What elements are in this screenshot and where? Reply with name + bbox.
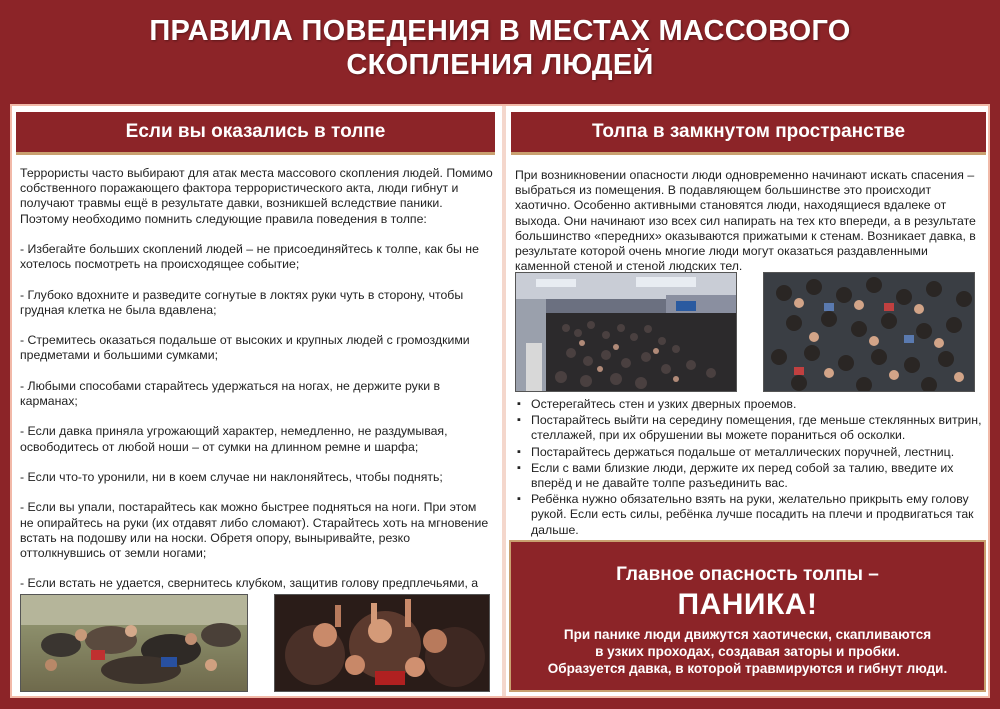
- list-item: ▪ Постарайтесь выйти на середину помещения, где меньше стеклянных витрин, стеллажей, при их обрушении вы можете пораниться об осколки.: [515, 413, 983, 443]
- dense-crowd-photo-image: [764, 273, 974, 391]
- crowd-hands-photo: [274, 594, 490, 692]
- enclosed-space-text: При возникновении опасности люди одновременно начинают искать спасения – выбраться из помещения. В подавляющем большинстве это происходит хаотично. Особенно активными становятся люди, находящиеся вдалеке от выхода. Они начинают изо всех сил напирать на тех кто впереди, а в результате большинство «передних» оказываются прижатыми к стенам. Возникает давка, в результате которой очень многие люди могут оказаться раздавленными каменной стеной и стеной людских тел.: [515, 168, 976, 274]
- poster-title-line2: СКОПЛЕНИЯ ЛЮДЕЙ: [346, 49, 654, 81]
- list-item: ▪ Ребёнка нужно обязательно взять на руки, желательно прикрыть ему голову рукой. Если есть силы, ребёнка лучше посадить на плечи и продвигаться так дальше.: [515, 492, 983, 538]
- stampede-photo-image: [21, 595, 247, 691]
- station-crowd-photo: [515, 272, 737, 392]
- column-divider: [502, 106, 506, 696]
- panic-callout: [509, 540, 986, 692]
- list-item: ▪ Остерегайтесь стен и узких дверных проемов.: [515, 397, 983, 412]
- stampede-photo: [20, 594, 248, 692]
- station-crowd-photo-image: [516, 273, 736, 391]
- panic-word: ПАНИКА!: [677, 588, 818, 621]
- panic-title: Главное опасность толпы –: [616, 564, 879, 585]
- enclosed-space-rules: [515, 397, 983, 539]
- enclosed-space-column: [507, 106, 990, 696]
- crowd-rules-text: Террористы часто выбирают для атак места массового скопления людей. Помимо собственного поражающего фактора террористического акта, люди гибнут и получают травмы ещё в результате давки, возникшей вследствие паники. Поэтому необходимо помнить следующие правила поведения в толпе: - Избегайте больших скоплений людей – не присоединяйтесь к толпе, как бы не хотелось посмотреть на происходящее событие; - Глубоко вдохните и разведите согнутые в локтях руки чуть в сторону, чтобы грудная клетка не была вдавлена; - Стремитесь оказаться подальше от высоких и крупных людей с громоздкими предметами и большими сумками; - Любыми способами старайтесь удержаться на ногах, не держите руки в карманах; - Если давка приняла угрожающий характер, немедленно, не раздумывая, освободитесь от любой ноши – от сумки на длинном ремне и шарфа; - Если что-то уронили, ни в коем случае ни наклоняйтесь, чтобы поднять; - Если вы упали, постарайтесь как можно быстрее подняться на ноги. При этом не опирайтесь на руки (их отдавят либо сломают). Старайтесь хоть на мгновение встать на подошву или на носки. Обретя опору, выныривайте, резко оттолкнувшись от земли ногами; - Если встать не удается, свернитесь клубком, защитив голову предплечьями, а: [20, 166, 493, 591]
- crowd-column: [12, 106, 499, 696]
- poster-title: [0, 14, 1000, 82]
- enclosed-space-heading: Толпа в замкнутом пространстве: [511, 112, 986, 155]
- list-item: ▪ Постарайтесь держаться подальше от металлических поручней, лестниц.: [515, 445, 983, 460]
- poster-panel: [10, 104, 990, 698]
- list-item: ▪ Если с вами близкие люди, держите их перед собой за талию, введите их вперёд и не давайте толпе разъединить вас.: [515, 461, 983, 491]
- crowd-hands-photo-image: [275, 595, 489, 691]
- dense-crowd-photo: [763, 272, 975, 392]
- poster-title-line1: ПРАВИЛА ПОВЕДЕНИЯ В МЕСТАХ МАССОВОГО: [149, 15, 851, 47]
- crowd-heading: Если вы оказались в толпе: [16, 112, 495, 155]
- panic-description: При панике люди движутся хаотически, скапливаются в узких проходах, создавая заторы и пробки. Образуется давка, в которой травмируются и гибнут люди.: [547, 627, 948, 676]
